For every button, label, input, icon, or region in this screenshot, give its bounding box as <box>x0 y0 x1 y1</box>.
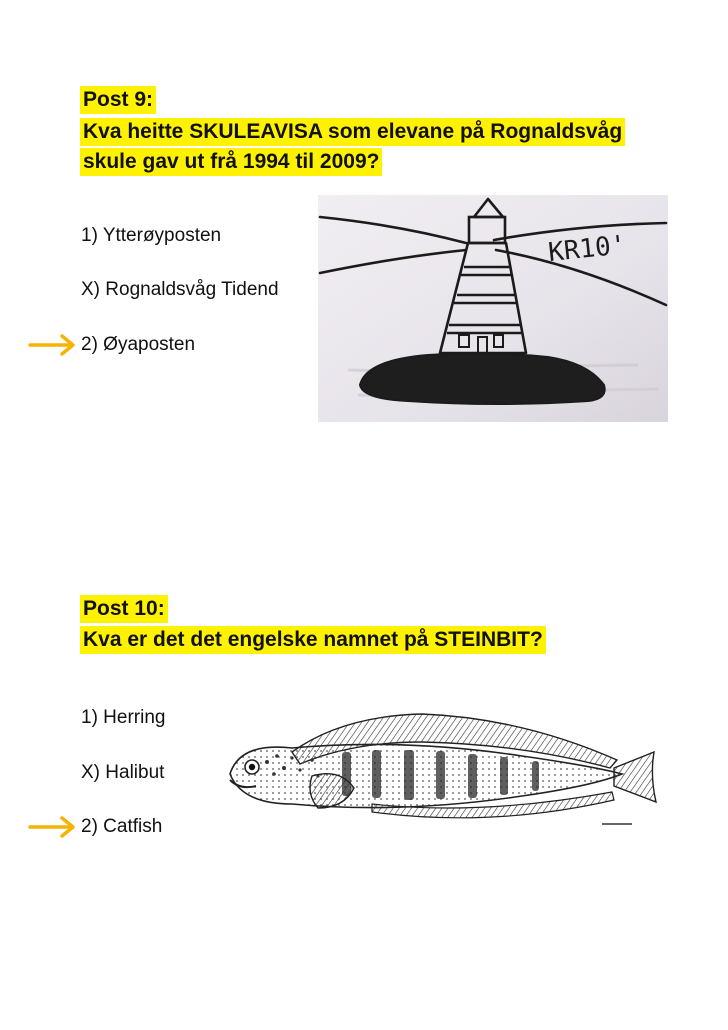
post-9-heading: Post 9: <box>80 86 156 114</box>
post-10-option-1: 1) Herring <box>81 707 166 728</box>
post-10-option-2-correct: 2) Catfish <box>81 816 163 837</box>
post-10-heading: Post 10: <box>80 595 168 623</box>
arrow-right-icon <box>28 333 78 357</box>
post-9-question-line-1: Kva heitte SKULEAVISA som elevane på Rognaldsvåg <box>80 118 625 146</box>
wolffish-illustration <box>222 712 660 832</box>
arrow-right-icon <box>28 815 78 839</box>
lighthouse-handwriting: KR10' <box>546 230 628 269</box>
post-10-question-line-1: Kva er det det engelske namnet på STEINBIT? <box>80 626 546 654</box>
post-9-question-line-2: skule gav ut frå 1994 til 2009? <box>80 148 382 176</box>
post-9-option-x: X) Rognaldsvåg Tidend <box>81 279 279 300</box>
post-9-option-2-correct: 2) Øyaposten <box>81 334 196 355</box>
post-9-option-1: 1) Ytterøyposten <box>81 225 222 246</box>
lighthouse-drawing <box>318 195 668 422</box>
post-10-option-x: X) Halibut <box>81 762 165 783</box>
